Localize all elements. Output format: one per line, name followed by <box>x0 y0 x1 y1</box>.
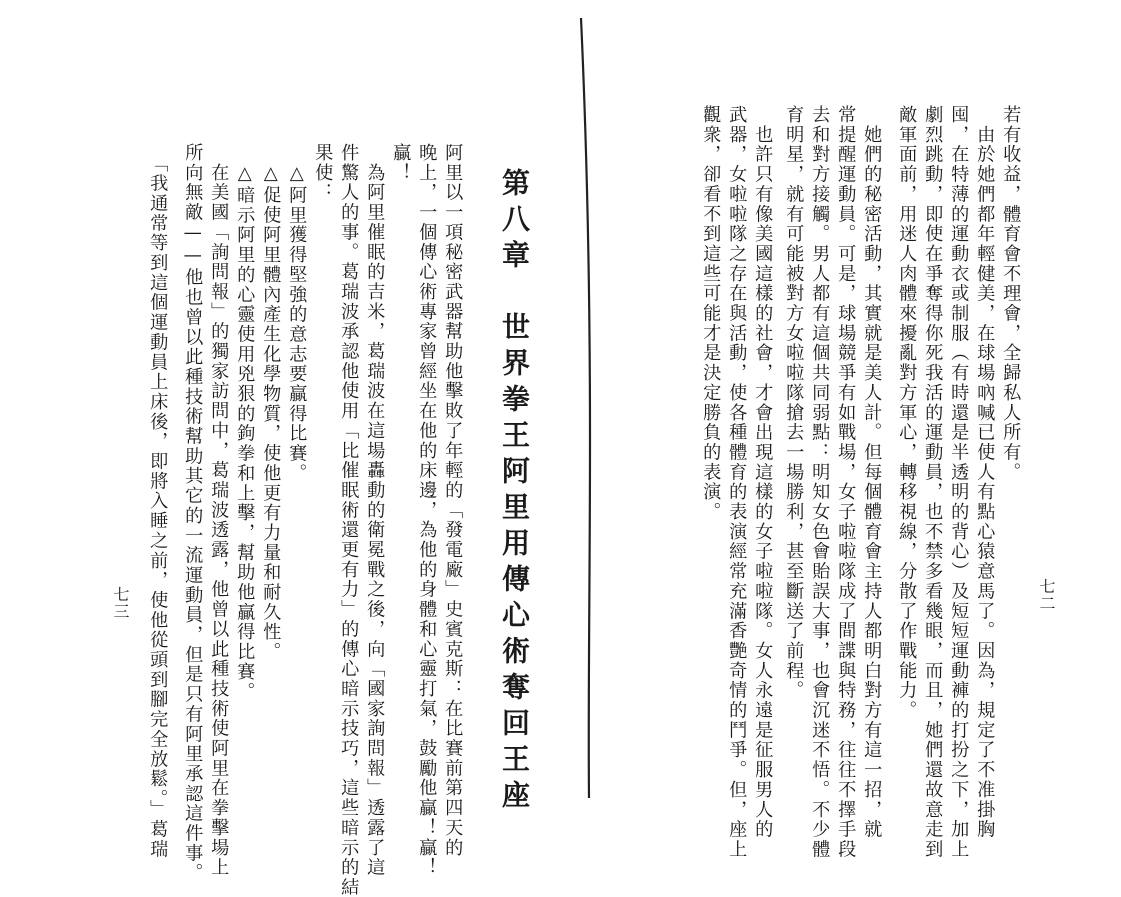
text-line: 去和對方接觸。男人都有這個共同弱點：明知女色會貽誤大事，也會沉迷不悟。不少體 <box>809 105 831 860</box>
text-line: 她們的秘密活動，其實就是美人計。但每個體育會主持人都明白對方有這一招，就 <box>861 105 883 840</box>
text-line: 「我通常等到這個運動員上床後，即將入睡之前，使他從頭到腳完全放鬆。」葛瑞 <box>147 143 169 860</box>
chapter-heading: 第八章 世界拳王阿里用傳心術奪回王座 <box>498 168 531 816</box>
text-line: 育明星，就有可能被對方女啦啦隊搶去一場勝利，甚至斷送了前程。 <box>783 105 805 701</box>
text-line: 阿里以一項秘密武器幫助他擊敗了年輕的「發電廠」史賓克斯：在比賽前第四天的 <box>442 143 464 858</box>
text-line: 件驚人的事。葛瑞波承認他使用「比催眠術還更有力」的傳心暗示技巧，這些暗示的結 <box>338 143 360 897</box>
text-line: △阿里獲得堅強的意志要贏得比賽。 <box>286 143 308 484</box>
text-line: 囤，在特薄的運動衣或制服（有時還是半透明的背心）及短短運動褲的打扮之下，加上 <box>948 105 970 860</box>
page-number: 七二 <box>1037 578 1056 612</box>
right-page <box>594 0 1121 860</box>
page-number: 七三 <box>111 586 130 620</box>
text-line: △暗示阿里的心靈使用兇狠的鉤拳和上擊，幫助他贏得比賽。 <box>234 143 256 702</box>
text-line: △促使阿里體內產生化學物質，使他更有力量和耐久性。 <box>260 143 282 662</box>
text-line: 常提醒運動員。可是，球場競爭有如戰場，女子啦啦隊成了間諜與特務，往往不擇手段 <box>835 105 857 860</box>
text-line: 武器，女啦啦隊之存在與活動，使各種體育的表演經常充滿香艷奇情的鬥爭。但，座上 <box>726 105 748 860</box>
text-line: 由於她們都年輕健美，在球場吶喊已使人有點心猿意馬了。因為，規定了不准掛胸 <box>974 105 996 840</box>
text-line: 觀衆，卻看不到這些可能才是決定勝負的表演。 <box>700 105 722 522</box>
text-line: 贏！ <box>390 143 412 183</box>
text-line: 果使： <box>312 143 334 203</box>
text-line: 也許只有像美國這樣的社會，才會出現這樣的女子啦啦隊。女人永遠是征服男人的 <box>752 105 774 840</box>
text-line: 晚上，一個傳心術專家曾經坐在他的床邊，為他的身體和心靈打氣，鼓勵他贏！贏！ <box>416 143 438 878</box>
text-line: 在美國「詢問報」的獨家訪問中，葛瑞波透露，他曾以此種技術使阿里在拳擊場上 <box>208 143 230 878</box>
text-line: 所向無敵——他也曾以此種技術幫助其它的一流運動員，但是只有阿里承認這件事。 <box>182 143 204 884</box>
text-line: 劇烈跳動，即使在爭奪得你死我活的運動員，也不禁多看幾眼，而且，她們還故意走到 <box>922 105 944 860</box>
text-line: 若有收益，體育會不理會，全歸私人所有。 <box>1000 105 1022 483</box>
text-line: 敵軍面前，用迷人肉體來擾亂對方軍心，轉移視線，分散了作戰能力。 <box>896 105 918 721</box>
text-line: 為阿里催眠的吉米，葛瑞波在這場轟動的衛冕戰之後，向「國家詢問報」透露了這 <box>364 143 386 878</box>
